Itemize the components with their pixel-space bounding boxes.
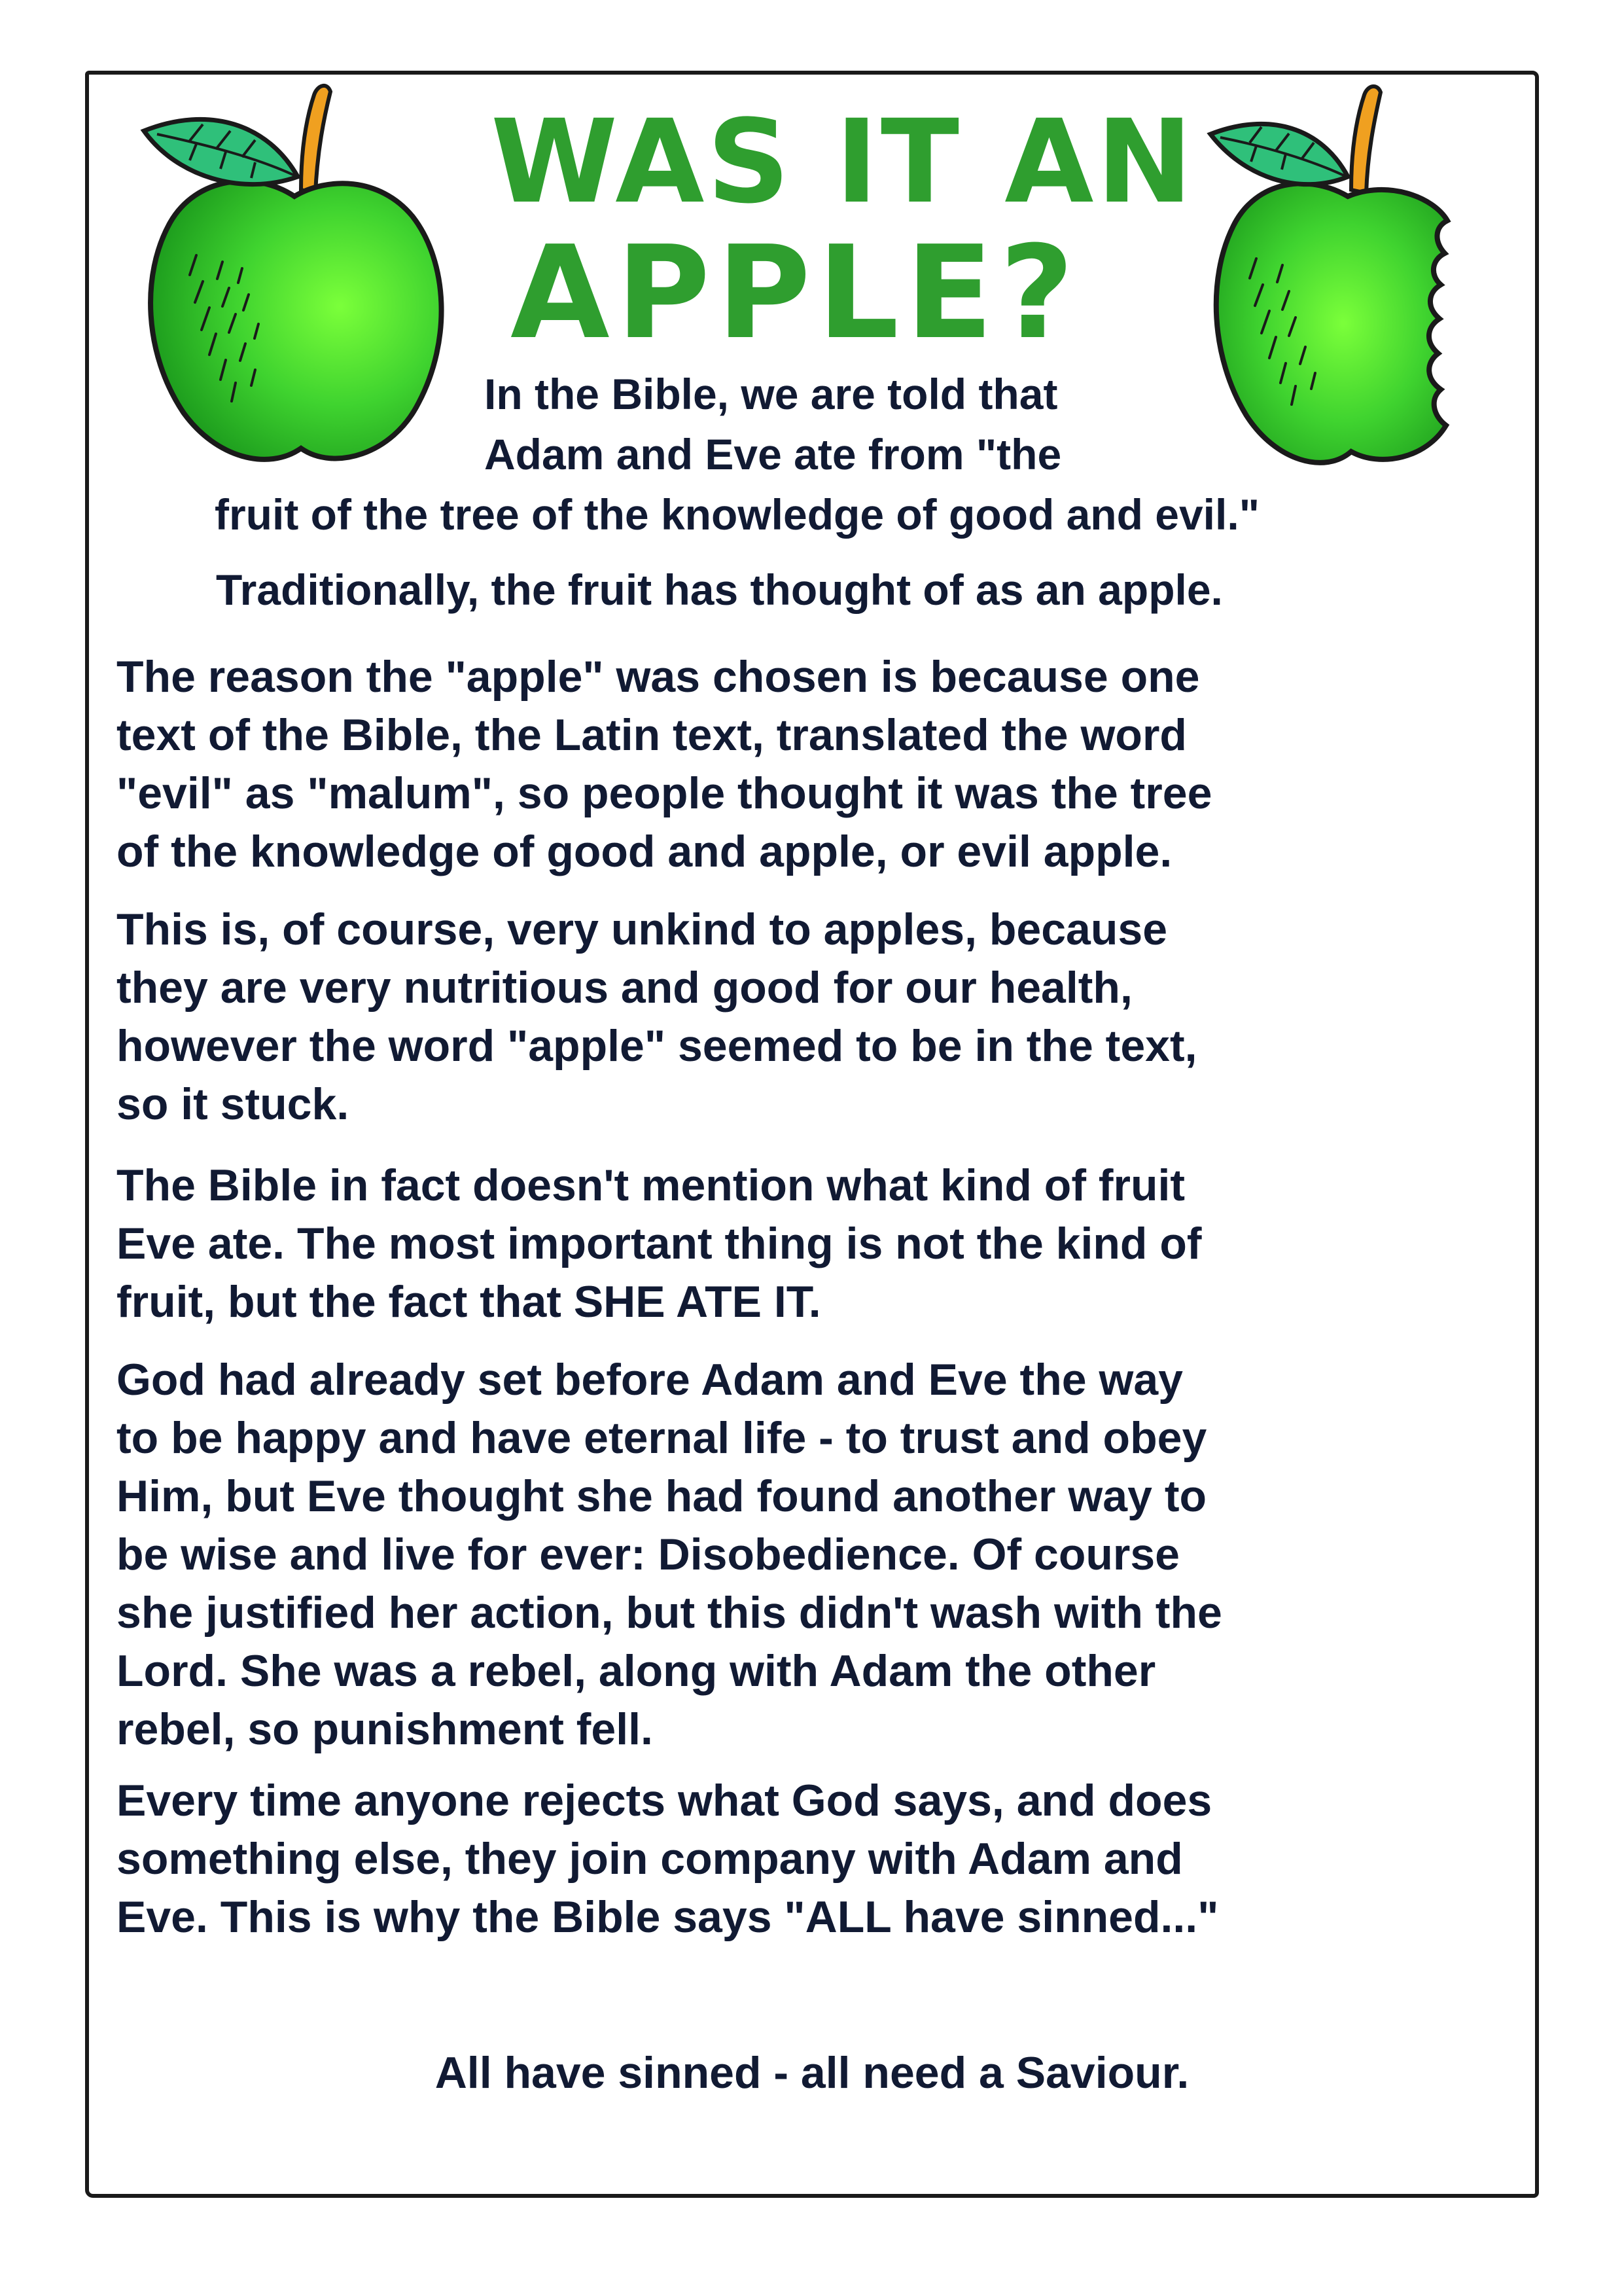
title-line-2: APPLE? — [510, 219, 1081, 368]
text-line: This is, of course, very unkind to apples, because — [116, 905, 1168, 954]
text-line: God had already set before Adam and Eve the way — [116, 1355, 1183, 1405]
whole-green-apple-icon — [105, 46, 478, 465]
text-line: "evil" as "malum", so people thought it was the tree — [116, 768, 1212, 818]
intro-line-3: fruit of the tree of the knowledge of good and evil." — [215, 490, 1260, 539]
paragraph — [116, 1157, 1504, 1331]
text-line: be wise and live for ever: Disobedience. Of course — [116, 1530, 1180, 1579]
body-text — [116, 648, 1504, 1946]
text-line: they are very nutritious and good for our health, — [116, 963, 1133, 1013]
paragraph — [116, 901, 1504, 1134]
paragraph — [116, 648, 1504, 881]
title-line-1: WAS IT AN — [491, 95, 1195, 229]
intro-line-4: Traditionally, the fruit has thought of as an apple. — [216, 565, 1223, 614]
text-line: Eve ate. The most important thing is not the kind of — [116, 1219, 1202, 1268]
text-line: Him, but Eve thought she had found another way to — [116, 1471, 1207, 1521]
text-line: fruit, but the fact that SHE ATE IT. — [116, 1277, 821, 1327]
paragraph — [116, 1351, 1504, 1759]
intro-line-2: Adam and Eve ate from "the — [484, 430, 1062, 478]
text-line: however the word "apple" seemed to be in the text, — [116, 1021, 1197, 1071]
text-line: Lord. She was a rebel, along with Adam the other — [116, 1646, 1156, 1696]
text-line: The Bible in fact doesn't mention what kind of fruit — [116, 1160, 1186, 1210]
text-line: Eve. This is why the Bible says "ALL have sinned..." — [116, 1892, 1219, 1942]
text-line: of the knowledge of good and apple, or evil apple. — [116, 827, 1173, 876]
text-line: The reason the "apple" was chosen is because one — [116, 652, 1200, 702]
text-line: Every time anyone rejects what God says, and does — [116, 1776, 1212, 1825]
text-line: text of the Bible, the Latin text, translated the word — [116, 710, 1187, 760]
closing-line: All have sinned - all need a Saviour. — [434, 2048, 1190, 2098]
text-line: to be happy and have eternal life - to trust and obey — [116, 1413, 1207, 1463]
intro-line-1: In the Bible, we are told that — [484, 370, 1058, 418]
paragraph — [116, 1772, 1504, 1946]
text-line: something else, they join company with Adam and — [116, 1834, 1183, 1884]
text-line: she justified her action, but this didn't wash with the — [116, 1588, 1222, 1638]
bitten-green-apple-icon — [1191, 49, 1498, 468]
text-line: rebel, so punishment fell. — [116, 1704, 653, 1754]
text-line: so it stuck. — [116, 1079, 349, 1129]
